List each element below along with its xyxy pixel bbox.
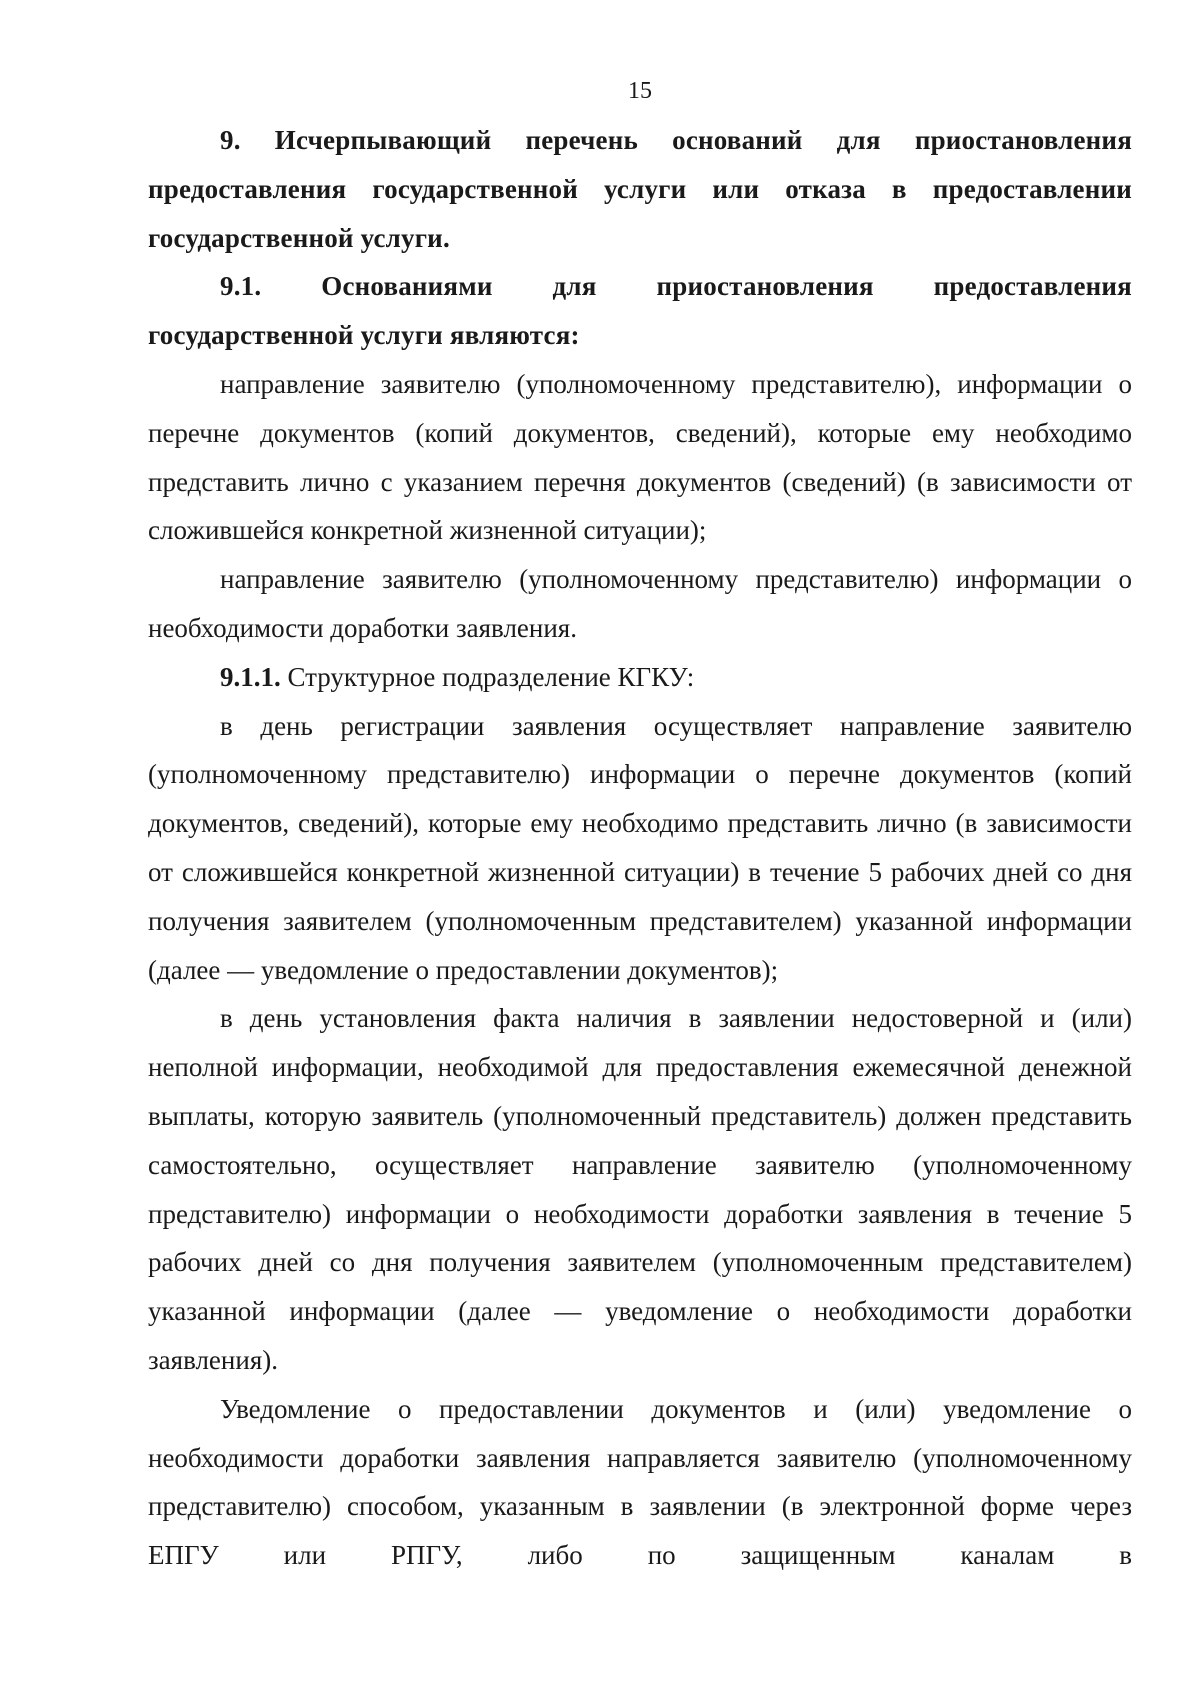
- section-9-1-paragraph-2: направление заявителю (уполномоченному представителю) информации о необходимости доработки заявления.: [148, 564, 1132, 643]
- closing-paragraph: Уведомление о предоставлении документов и (или) уведомление о необходимости доработки заявления направляется заявителю (уполномоченному представителю) способом, указанным в заявлении (в электронной форме через ЕПГУ или РПГУ, либо по защищенным каналам в: [148, 1393, 1132, 1571]
- section-9-1-heading: 9.1. Основаниями для приостановления предоставления государственной услуги являются:: [148, 271, 1132, 351]
- page-number: 15: [628, 78, 652, 104]
- section-9-1-1-heading: [148, 653, 1132, 702]
- section-9-1-1-title: Структурное подразделение КГКУ:: [280, 661, 695, 692]
- section-9-heading: 9. Исчерпывающий перечень оснований для приостановления предоставления государственной услуги или отказа в предоставлении государственной услуги.: [148, 125, 1132, 253]
- section-9-1-1-paragraph-1: в день регистрации заявления осуществляет направление заявителю (уполномоченному представителю) информации о перечне документов (копий документов, сведений), которые ему необходимо представить лично (в зависимости от сложившейся конкретной жизненной ситуации) в течение 5 рабочих дней со дня получения заявителем (уполномоченным представителем) указанной информации (далее — уведомление о предоставлении документов);: [148, 710, 1132, 985]
- section-9-1-1-number: 9.1.1.: [220, 661, 281, 692]
- section-9-1-paragraph-1: направление заявителю (уполномоченному представителю), информации о перечне документов (копий документов, сведений), которые ему необходимо представить лично с указанием перечня документов (сведений) (в зависимости от сложившейся конкретной жизненной ситуации);: [148, 368, 1132, 546]
- document-body: [148, 116, 1132, 1580]
- section-9-1-1-paragraph-2: в день установления факта наличия в заявлении недостоверной и (или) неполной информации, необходимой для предоставления ежемесячной денежной выплаты, которую заявитель (уполномоченный представитель) должен представить самостоятельно, осуществляет направление заявителю (уполномоченному представителю) информации о необходимости доработки заявления в течение 5 рабочих дней со дня получения заявителем (уполномоченным представителем) указанной информации (далее — уведомление о необходимости доработки заявления).: [148, 1003, 1132, 1375]
